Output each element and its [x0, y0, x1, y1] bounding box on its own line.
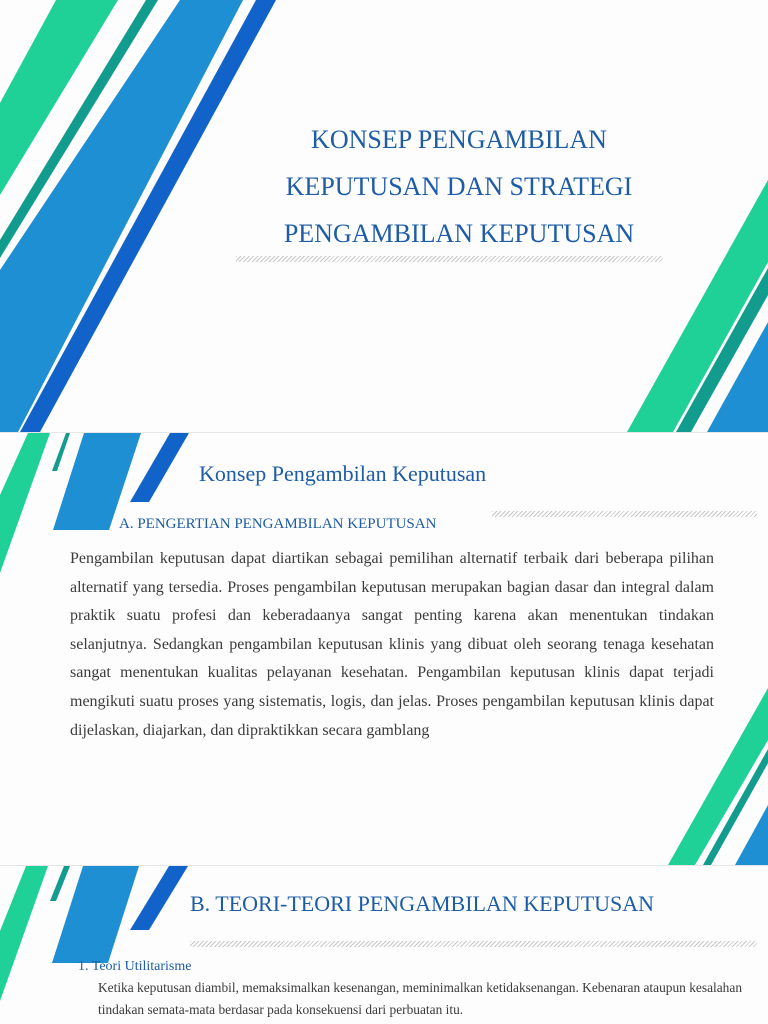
teal-stripe: [52, 433, 70, 471]
blue-triangle-right: [735, 805, 768, 865]
blue-parallelogram: [52, 866, 139, 963]
green-stripe: [0, 866, 48, 1001]
title-line-2: KEPUTUSAN DAN STRATEGI: [285, 172, 633, 201]
theory-item-title: 1. Teori Utilitarisme: [78, 959, 192, 974]
section-heading: B. TEORI-TEORI PENGAMBILAN KEPUTUSAN: [190, 891, 655, 916]
slide-title: [236, 116, 682, 257]
green-stripe: [0, 433, 50, 573]
definition-paragraph: Pengambilan keputusan dapat diartikan sebagai pemilihan alternatif terbaik dari beberapa pilihan alternatif yang tersedia. Proses pengambilan keputusan merupakan bagian dasar dan integral dalam praktik suatu profesi dan keberadaanya sangat penting karena akan menentukan tindakan selanjutnya. Sedangkan pengambilan keputusan klinis yang dibuat oleh seorang tenaga kesehatan sangat menentukan kualitas pelayanan kesehatan. Pengambilan keputusan klinis dapat terjadi mengikuti suatu proses yang sistematis, logis, dan jelas. Proses pengambilan keputusan klinis dapat dijelaskan, diajarkan, dan dipraktikkan secara gamblang: [70, 550, 714, 739]
title-line-3: PENGAMBILAN KEPUTUSAN: [283, 219, 635, 248]
heading-underline: [190, 941, 757, 947]
concept-slide: [0, 433, 768, 865]
title-underline: [236, 256, 663, 262]
dark-blue-stripe: [130, 433, 189, 502]
dark-blue-stripe: [130, 866, 188, 930]
subheading-underline: [492, 511, 757, 517]
theory-item-text: Ketika keputusan diambil, memaksimalkan kesenangan, meminimalkan ketidaksenangan. Kebenaran ataupun kesalahan tindakan semata-mata berdasar pada konsekuensi dari perbuatan itu.: [98, 980, 743, 1017]
theory-slide: [0, 866, 768, 1024]
title-line-1: KONSEP PENGAMBILAN: [311, 125, 607, 154]
title-slide: [0, 0, 768, 432]
section-heading: Konsep Pengambilan Keputusan: [199, 461, 487, 486]
teal-stripe: [50, 866, 70, 901]
subheading: A. PENGERTIAN PENGAMBILAN KEPUTUSAN: [119, 516, 437, 532]
